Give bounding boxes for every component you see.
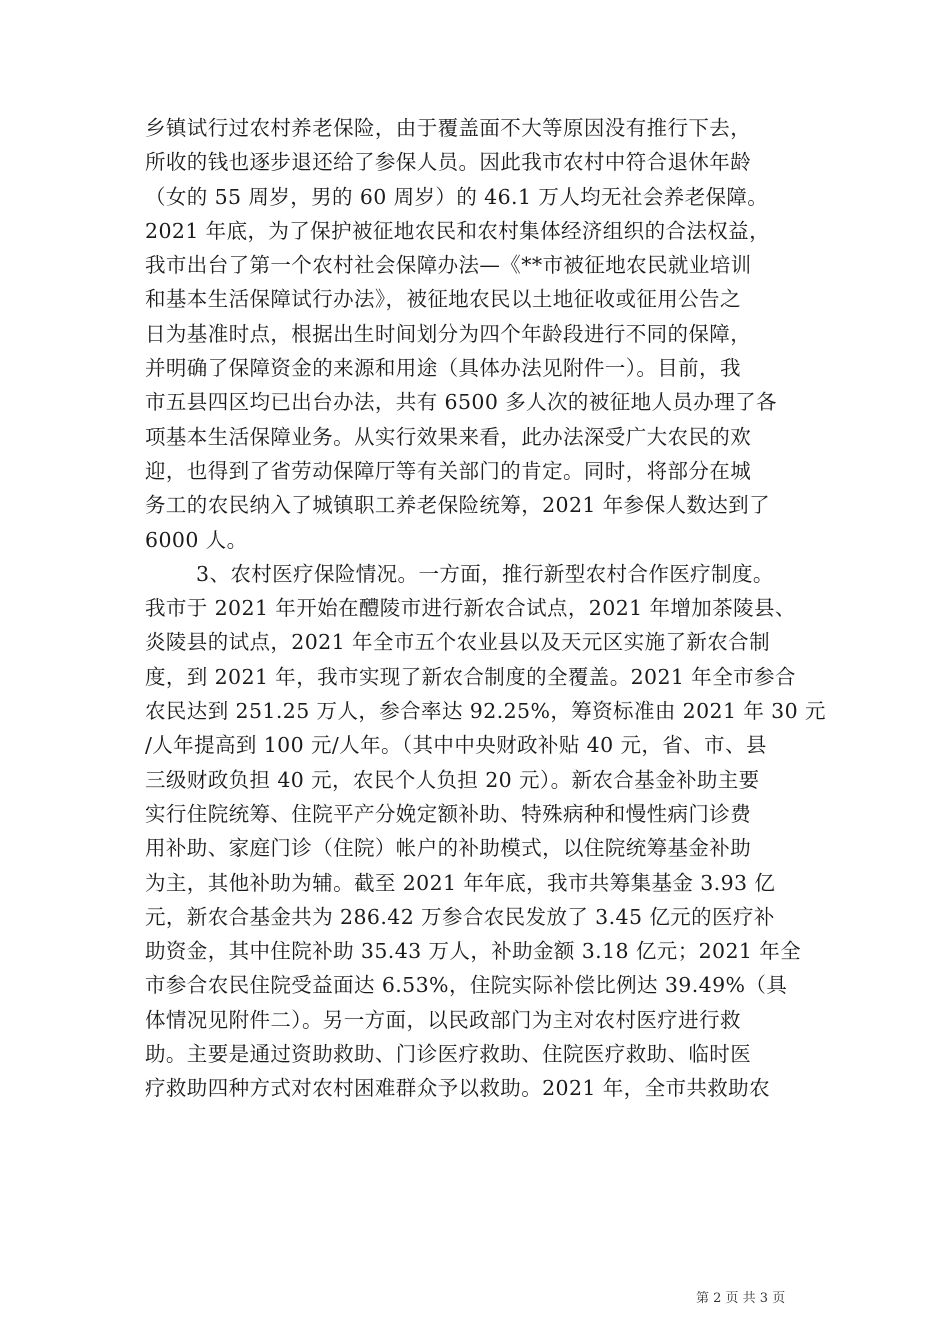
text-line: 2021 年底，为了保护被征地农民和农村集体经济组织的合法权益，: [145, 218, 770, 243]
text-line: 6000 人。: [145, 527, 248, 552]
text-line: 日为基准时点，根据出生时间划分为四个年龄段进行不同的保障，: [145, 321, 752, 346]
text-line: 和基本生活保障试行办法》，被征地农民以土地征收或征用公告之: [145, 287, 741, 312]
text-line: 市五县四区均已出台办法，共有 6500 多人次的被征地人员办理了各: [145, 390, 777, 415]
text-line: 元，新农合基金共为 286.42 万参合农民发放了 3.45 亿元的医疗补: [145, 904, 775, 929]
text-line: 所收的钱也逐步退还给了参保人员。因此我市农村中符合退休年龄: [145, 150, 752, 175]
text-line: 我市出台了第一个农村社会保障办法—《**市被征地农民就业培训: [145, 253, 752, 278]
text-line: 实行住院统筹、住院平产分娩定额补助、特殊病种和慢性病门诊费: [145, 801, 752, 826]
text-line: 项基本生活保障业务。从实行效果来看，此办法深受广大农民的欢: [145, 424, 752, 449]
text-line: 三级财政负担 40 元，农民个人负担 20 元）。新农合基金补助主要: [145, 767, 760, 792]
text-line: 务工的农民纳入了城镇职工养老保险统筹，2021 年参保人数达到了: [145, 493, 770, 518]
text-line: 乡镇试行过农村养老保险，由于覆盖面不大等原因没有推行下去，: [145, 116, 752, 140]
text-line: 为主，其他补助为辅。截至 2021 年年底，我市共筹集基金 3.93 亿: [145, 870, 776, 895]
text-line: 我市于 2021 年开始在醴陵市进行新农合试点，2021 年增加茶陵县、: [145, 596, 796, 621]
text-line: 助资金，其中住院补助 35.43 万人，补助金额 3.18 亿元；2021 年全: [145, 939, 802, 964]
body-text: [145, 111, 826, 1106]
text-line: 体情况见附件二）。另一方面，以民政部门为主对农村医疗进行救: [145, 1007, 741, 1032]
page-number: 第 2 页 共 3 页: [696, 1291, 786, 1306]
text-line: 并明确了保障资金的来源和用途（具体办法见附件一）。目前，我: [145, 356, 741, 381]
text-line: 炎陵县的试点，2021 年全市五个农业县以及天元区实施了新农合制: [145, 630, 770, 655]
text-line: 助。主要是通过资助救助、门诊医疗救助、住院医疗救助、临时医: [145, 1042, 752, 1067]
text-line: 疗救助四种方式对农村困难群众予以救助。2021 年，全市共救助农: [145, 1076, 770, 1101]
text-line: 用补助、家庭门诊（住院）帐户的补助模式，以住院统筹基金补助: [145, 836, 752, 861]
text-line: /人年提高到 100 元/人年。（其中中央财政补贴 40 元，省、市、县: [145, 733, 767, 758]
text-line: 迎，也得到了省劳动保障厅等有关部门的肯定。同时，将部分在城: [145, 458, 752, 483]
text-line: 市参合农民住院受益面达 6.53%，住院实际补偿比例达 39.49%（具: [145, 973, 788, 998]
text-line: 度，到 2021 年，我市实现了新农合制度的全覆盖。2021 年全市参合: [145, 664, 796, 689]
text-line: 农民达到 251.25 万人，参合率达 92.25%，筹资标准由 2021 年 30 元: [145, 699, 826, 724]
text-line: （女的 55 周岁，男的 60 周岁）的 46.1 万人均无社会养老保障。: [145, 184, 769, 209]
paragraph-start-line: 3、农村医疗保险情况。一方面，推行新型农村合作医疗制度。: [196, 561, 774, 586]
